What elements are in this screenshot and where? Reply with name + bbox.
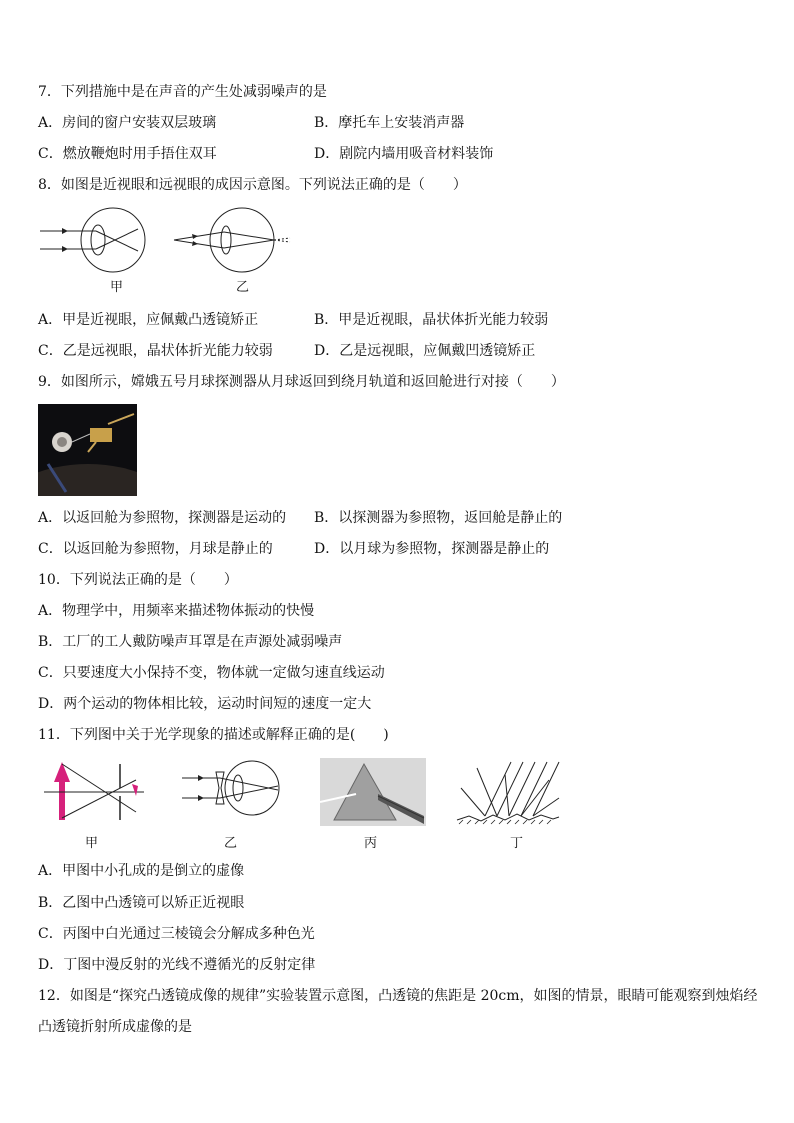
q11-option-b[interactable]: B．乙图中凸透镜可以矫正近视眼 bbox=[38, 895, 245, 911]
q10-option-a[interactable]: A．物理学中，用频率来描述物体振动的快慢 bbox=[38, 603, 315, 619]
q10-option-c[interactable]: C．只要速度大小保持不变，物体就一定做匀速直线运动 bbox=[38, 665, 385, 681]
q11-stem: 11．下列图中关于光学现象的描述或解释正确的是( ) bbox=[38, 727, 389, 743]
q11-option-d[interactable]: D．丁图中漫反射的光线不遵循光的反射定律 bbox=[38, 957, 316, 973]
q12-stem-line1: 12．如图是“探究凸透镜成像的规律”实验装置示意图，凸透镜的焦距是 20cm，如图的情景，眼睛可能观察到烛焰经 bbox=[38, 988, 758, 1004]
q9-option-d[interactable]: D．以月球为参照物，探测器是静止的 bbox=[314, 541, 550, 557]
q11-figure-prism bbox=[320, 758, 426, 826]
q11-option-a[interactable]: A．甲图中小孔成的是倒立的虚像 bbox=[38, 863, 245, 879]
q11-label-jia: 甲 bbox=[85, 836, 99, 851]
q8-option-c[interactable]: C．乙是远视眼，晶状体折光能力较弱 bbox=[38, 343, 273, 359]
q11-figure-pinhole bbox=[40, 758, 148, 828]
q8-option-d[interactable]: D．乙是远视眼，应佩戴凹透镜矫正 bbox=[314, 343, 536, 359]
q11-figure-eye-lens bbox=[180, 758, 290, 818]
q12-stem-line2: 凸透镜折射所成虚像的是 bbox=[38, 1019, 192, 1035]
q9-option-b[interactable]: B．以探测器为参照物，返回舱是静止的 bbox=[314, 510, 563, 526]
q10-option-d[interactable]: D．两个运动的物体相比较，运动时间短的速度一定大 bbox=[38, 696, 372, 712]
q8-stem: 8．如图是近视眼和远视眼的成因示意图。下列说法正确的是（ ） bbox=[38, 177, 467, 193]
q9-option-a[interactable]: A．以返回舱为参照物，探测器是运动的 bbox=[38, 510, 287, 526]
q11-label-ding: 丁 bbox=[510, 836, 524, 851]
q11-label-bing: 丙 bbox=[364, 836, 378, 851]
q7-option-d[interactable]: D．剧院内墙用吸音材料装饰 bbox=[314, 146, 494, 162]
q10-option-b[interactable]: B．工厂的工人戴防噪声耳罩是在声源处减弱噪声 bbox=[38, 634, 343, 650]
q10-stem: 10．下列说法正确的是（ ） bbox=[38, 572, 238, 588]
q11-option-c[interactable]: C．丙图中白光通过三棱镜会分解成多种色光 bbox=[38, 926, 315, 942]
q11-label-yi: 乙 bbox=[224, 836, 238, 851]
q8-figure-hyperopia bbox=[170, 205, 300, 275]
q8-option-b[interactable]: B．甲是近视眼，晶状体折光能力较弱 bbox=[314, 312, 549, 328]
q9-stem: 9．如图所示，嫦娥五号月球探测器从月球返回到绕月轨道和返回舱进行对接（ ） bbox=[38, 374, 565, 390]
q11-figure-diffuse-reflection bbox=[455, 758, 561, 826]
q7-option-b[interactable]: B．摩托车上安装消声器 bbox=[314, 115, 465, 131]
q9-option-c[interactable]: C．以返回舱为参照物，月球是静止的 bbox=[38, 541, 273, 557]
q8-label-jia: 甲 bbox=[110, 280, 124, 295]
q7-option-c[interactable]: C．燃放鞭炮时用手捂住双耳 bbox=[38, 146, 217, 162]
q9-photo-spacecraft bbox=[38, 404, 137, 496]
q7-option-a[interactable]: A．房间的窗户安装双层玻璃 bbox=[38, 115, 217, 131]
q8-option-a[interactable]: A．甲是近视眼，应佩戴凸透镜矫正 bbox=[38, 312, 259, 328]
q8-label-yi: 乙 bbox=[236, 280, 250, 295]
q7-stem: 7．下列措施中是在声音的产生处减弱噪声的是 bbox=[38, 84, 327, 100]
